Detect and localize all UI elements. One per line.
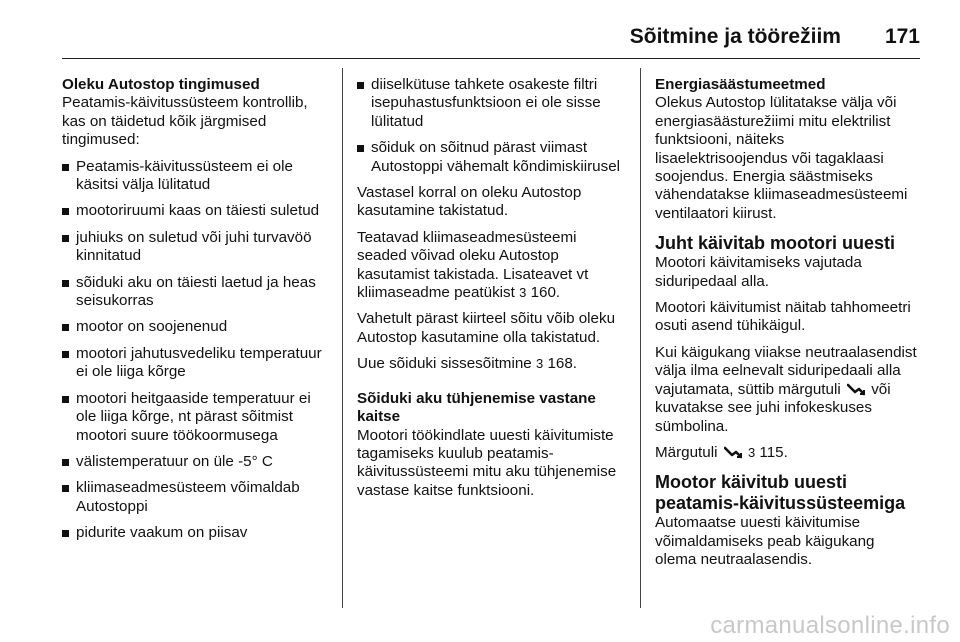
page-reference[interactable]: 168. [547,355,577,373]
paragraph: Mootori käivitumist näitab tahhomeetri osuti asend tühikäigul. [655,299,911,335]
conditions-list [62,158,334,543]
paragraph: Mootori käivitamiseks vajutada siduripedaal alla. [655,254,862,290]
bullet-icon [62,530,69,537]
paragraph: Teatavad kliimaseadmesüsteemi seaded võivad oleku Autostop kasutamist takistada. Lisateavet vt kliimaseadme peatükist 3 160. [357,228,589,302]
cross-reference-icon: 3 [519,285,527,301]
bullet-icon [62,324,69,331]
list-item: juhiuks on suletud või juhi turvavöö kinnitatud [62,229,334,266]
paragraph: Peatamis-käivitussüsteem kontrollib, kas on täidetud kõik järgmised tingimused: [62,94,308,149]
list-item: sõiduk on sõitnud pärast viimast Autostoppi vähemalt kõndimiskiirusel [357,139,622,176]
paragraph: Mootori töökindlate uuesti käivitumiste tagamiseks kuulub peatamis-käivitussüsteemi mitu aku tühjenemise vastase kaitse funktsiooni. [357,426,617,499]
bullet-icon [62,280,69,287]
column-divider [640,68,641,608]
list-item: mootoriruumi kaas on täiesti suletud [62,202,334,220]
paragraph: Uue sõiduki sissesõitmine 3 168. [357,355,577,373]
paragraph: Automaatse uuesti käivitumise võimaldamiseks peab käigukang olema neutraalasendis. [655,514,875,569]
bullet-icon [62,351,69,358]
section-heading: Juht käivitab mootori uuesti [655,233,896,254]
section-heading: Energiasäästumeetmed [655,76,826,93]
gear-shift-indicator-icon [724,446,742,459]
page-reference[interactable]: 115. [759,443,788,461]
gear-shift-indicator-icon [847,383,865,396]
column-middle [357,76,622,508]
list-item: kliimaseadmesüsteem võimaldab Autostoppi [62,479,334,516]
conditions-list-continued [357,76,622,176]
cross-reference-icon: 3 [535,356,544,372]
list-item: mootori jahutusvedeliku temperatuur ei ole liiga kõrge [62,345,334,382]
column-right [655,76,920,578]
list-item: välistemperatuur on üle -5° C [62,453,334,471]
page-header [62,16,920,59]
list-item: mootor on soojenenud [62,318,334,336]
list-item: diiselkütuse tahkete osakeste filtri isepuhastusfunktsioon ei ole sisse lülitatud [357,76,622,131]
bullet-icon [357,145,364,152]
page-number: 171 [884,25,920,48]
list-item: mootori heitgaaside temperatuur ei ole liiga kõrge, nt pärast sõitmist mootori suure töökoormusega [62,390,334,445]
bullet-icon [62,396,69,403]
section-heading: Sõiduki aku tühjenemise vastane kaitse [357,389,596,426]
bullet-icon [62,485,69,492]
list-item: sõiduki aku on täiesti laetud ja heas seisukorras [62,274,334,311]
list-item: pidurite vaakum on piisav [62,524,334,542]
cross-reference-icon: 3 [747,444,756,460]
bullet-icon [62,459,69,466]
bullet-icon [62,235,69,242]
paragraph: Kui käigukang viiakse neutraalasendist välja ilma eelnevalt siduripedaali alla vajutamata, süttib märgutuli või kuvatakse see juhi infokeskuses sümbolina. [655,343,917,435]
paragraph: Vahetult pärast kiirteel sõitu võib oleku Autostop kasutamine olla takistatud. [357,310,616,346]
paragraph: Vastasel korral on oleku Autostop kasutamine takistatud. [357,184,582,220]
watermark: carmanualsonline.info [710,612,950,639]
bullet-icon [357,82,364,89]
section-heading: Mootor käivitub uuesti peatamis-käivitussüsteemiga [655,472,906,514]
page-title: Sõitmine ja töörežiim [629,25,841,48]
list-item: Peatamis-käivitussüsteem ei ole käsitsi välja lülitatud [62,158,334,195]
bullet-icon [62,208,69,215]
column-left [62,76,334,551]
bullet-icon [62,164,69,171]
section-heading: Oleku Autostop tingimused [62,76,260,93]
column-divider [342,68,343,608]
paragraph: Märgutuli 3 115. [655,443,788,461]
paragraph: Olekus Autostop lülitatakse välja või energiasäästurežiimi mitu elektrilist funktsiooni, näiteks lisaelektrisoojendus või tagaklaasi soojendus. Energia säästmiseks vähendatakse kliimaseadmesüsteemi ventilaatori kiirust. [655,94,908,222]
page-reference[interactable]: 160. [530,284,561,302]
